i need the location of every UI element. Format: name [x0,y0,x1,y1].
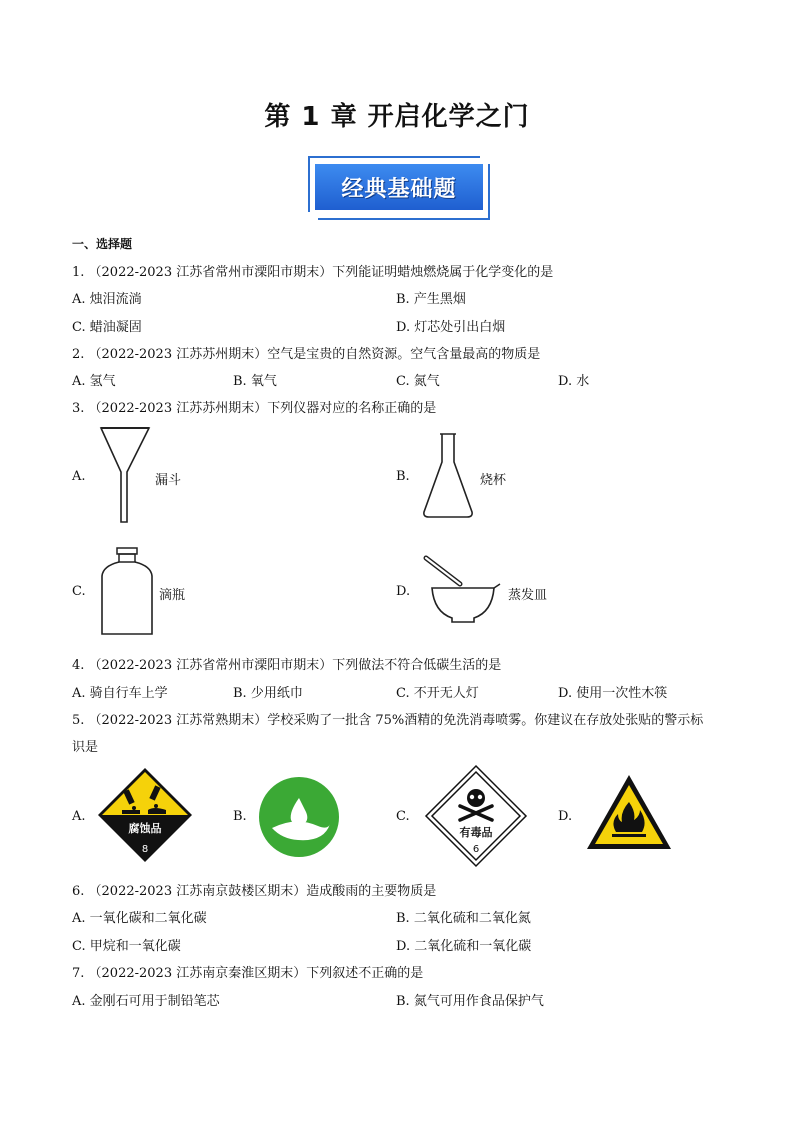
question-4-option-c[interactable]: C. 不开无人灯 [396,686,479,701]
question-6-option-c[interactable]: C. 甲烷和一氧化碳 [72,939,181,954]
funnel-figure [98,424,154,526]
question-6-option-a[interactable]: A. 一氧化碳和二氧化碳 [72,911,207,926]
question-5-option-a[interactable]: A. [72,809,86,824]
question-2-option-d[interactable]: D. 水 [558,374,590,389]
funnel-label: 漏斗 [155,473,182,488]
mortar-label: 蒸发皿 [508,588,548,603]
question-1-option-b[interactable]: B. 产生黑烟 [396,292,466,307]
question-7-option-b[interactable]: B. 氮气可用作食品保护气 [396,994,544,1009]
question-1-option-a[interactable]: A. 烛泪流淌 [72,292,142,307]
water-sign-icon [258,776,340,858]
question-7-option-a[interactable]: A. 金刚石可用于制铅笔芯 [72,994,220,1009]
page-title: 第 1 章 开启化学之门 [264,102,530,132]
corrosive-sign-icon [96,766,194,864]
question-5-option-b[interactable]: B. [233,809,247,824]
toxic-sign-icon [424,764,528,868]
question-2-option-c[interactable]: C. 氮气 [396,374,440,389]
question-1-option-c[interactable]: C. 蜡油凝固 [72,320,142,335]
question-4-option-b[interactable]: B. 少用纸巾 [233,686,303,701]
question-3-option-d[interactable]: D. [396,584,411,599]
question-2-option-a[interactable]: A. 氢气 [72,374,116,389]
mortar-figure [420,554,504,628]
question-3-option-c[interactable]: C. [72,584,86,599]
question-3-option-b[interactable]: B. [396,469,410,484]
question-2-option-b[interactable]: B. 氧气 [233,374,277,389]
question-1-stem: 1. （2022-2023 江苏省常州市溧阳市期末）下列能证明蜡烛燃烧属于化学变化的是 [72,265,554,280]
flammable-sign-icon [584,772,674,852]
question-6-stem: 6. （2022-2023 江苏南京鼓楼区期末）造成酸雨的主要物质是 [72,884,437,899]
question-7-stem: 7. （2022-2023 江苏南京秦淮区期末）下列叙述不正确的是 [72,966,424,981]
question-5-option-d[interactable]: D. [558,809,573,824]
corrosive-sign-text: 腐蚀品 [128,822,162,835]
question-6-option-d[interactable]: D. 二氧化硫和一氧化碳 [396,939,532,954]
toxic-sign-text: 有毒品 [459,826,493,839]
question-3-option-a[interactable]: A. [72,469,86,484]
question-2-stem: 2. （2022-2023 江苏苏州期末）空气是宝贵的自然资源。空气含量最高的物质是 [72,347,541,362]
question-6-option-b[interactable]: B. 二氧化硫和二氧化氮 [396,911,531,926]
corrosive-sign-class: 8 [141,844,149,855]
question-4-option-a[interactable]: A. 骑自行车上学 [72,686,168,701]
question-5-option-c[interactable]: C. [396,809,410,824]
reagent-bottle-figure [99,546,155,638]
bottle-label: 滴瓶 [159,588,186,603]
toxic-sign-class: 6 [472,844,480,855]
flask-label: 烧杯 [480,473,507,488]
question-3-stem: 3. （2022-2023 江苏苏州期末）下列仪器对应的名称正确的是 [72,401,437,416]
flask-figure [420,432,476,520]
section-heading: 一、选择题 [72,237,133,251]
question-4-stem: 4. （2022-2023 江苏省常州市溧阳市期末）下列做法不符合低碳生活的是 [72,658,502,673]
question-4-option-d[interactable]: D. 使用一次性木筷 [558,686,668,701]
question-5-stem-line1: 5. （2022-2023 江苏常熟期末）学校采购了一批含 75%酒精的免洗消毒喷雾。你建议在存放处张贴的警示标 [72,713,704,728]
question-5-stem-line2: 识是 [72,740,99,755]
banner-label: 经典基础题 [315,164,483,210]
question-1-option-d[interactable]: D. 灯芯处引出白烟 [396,320,506,335]
section-banner [308,156,490,220]
